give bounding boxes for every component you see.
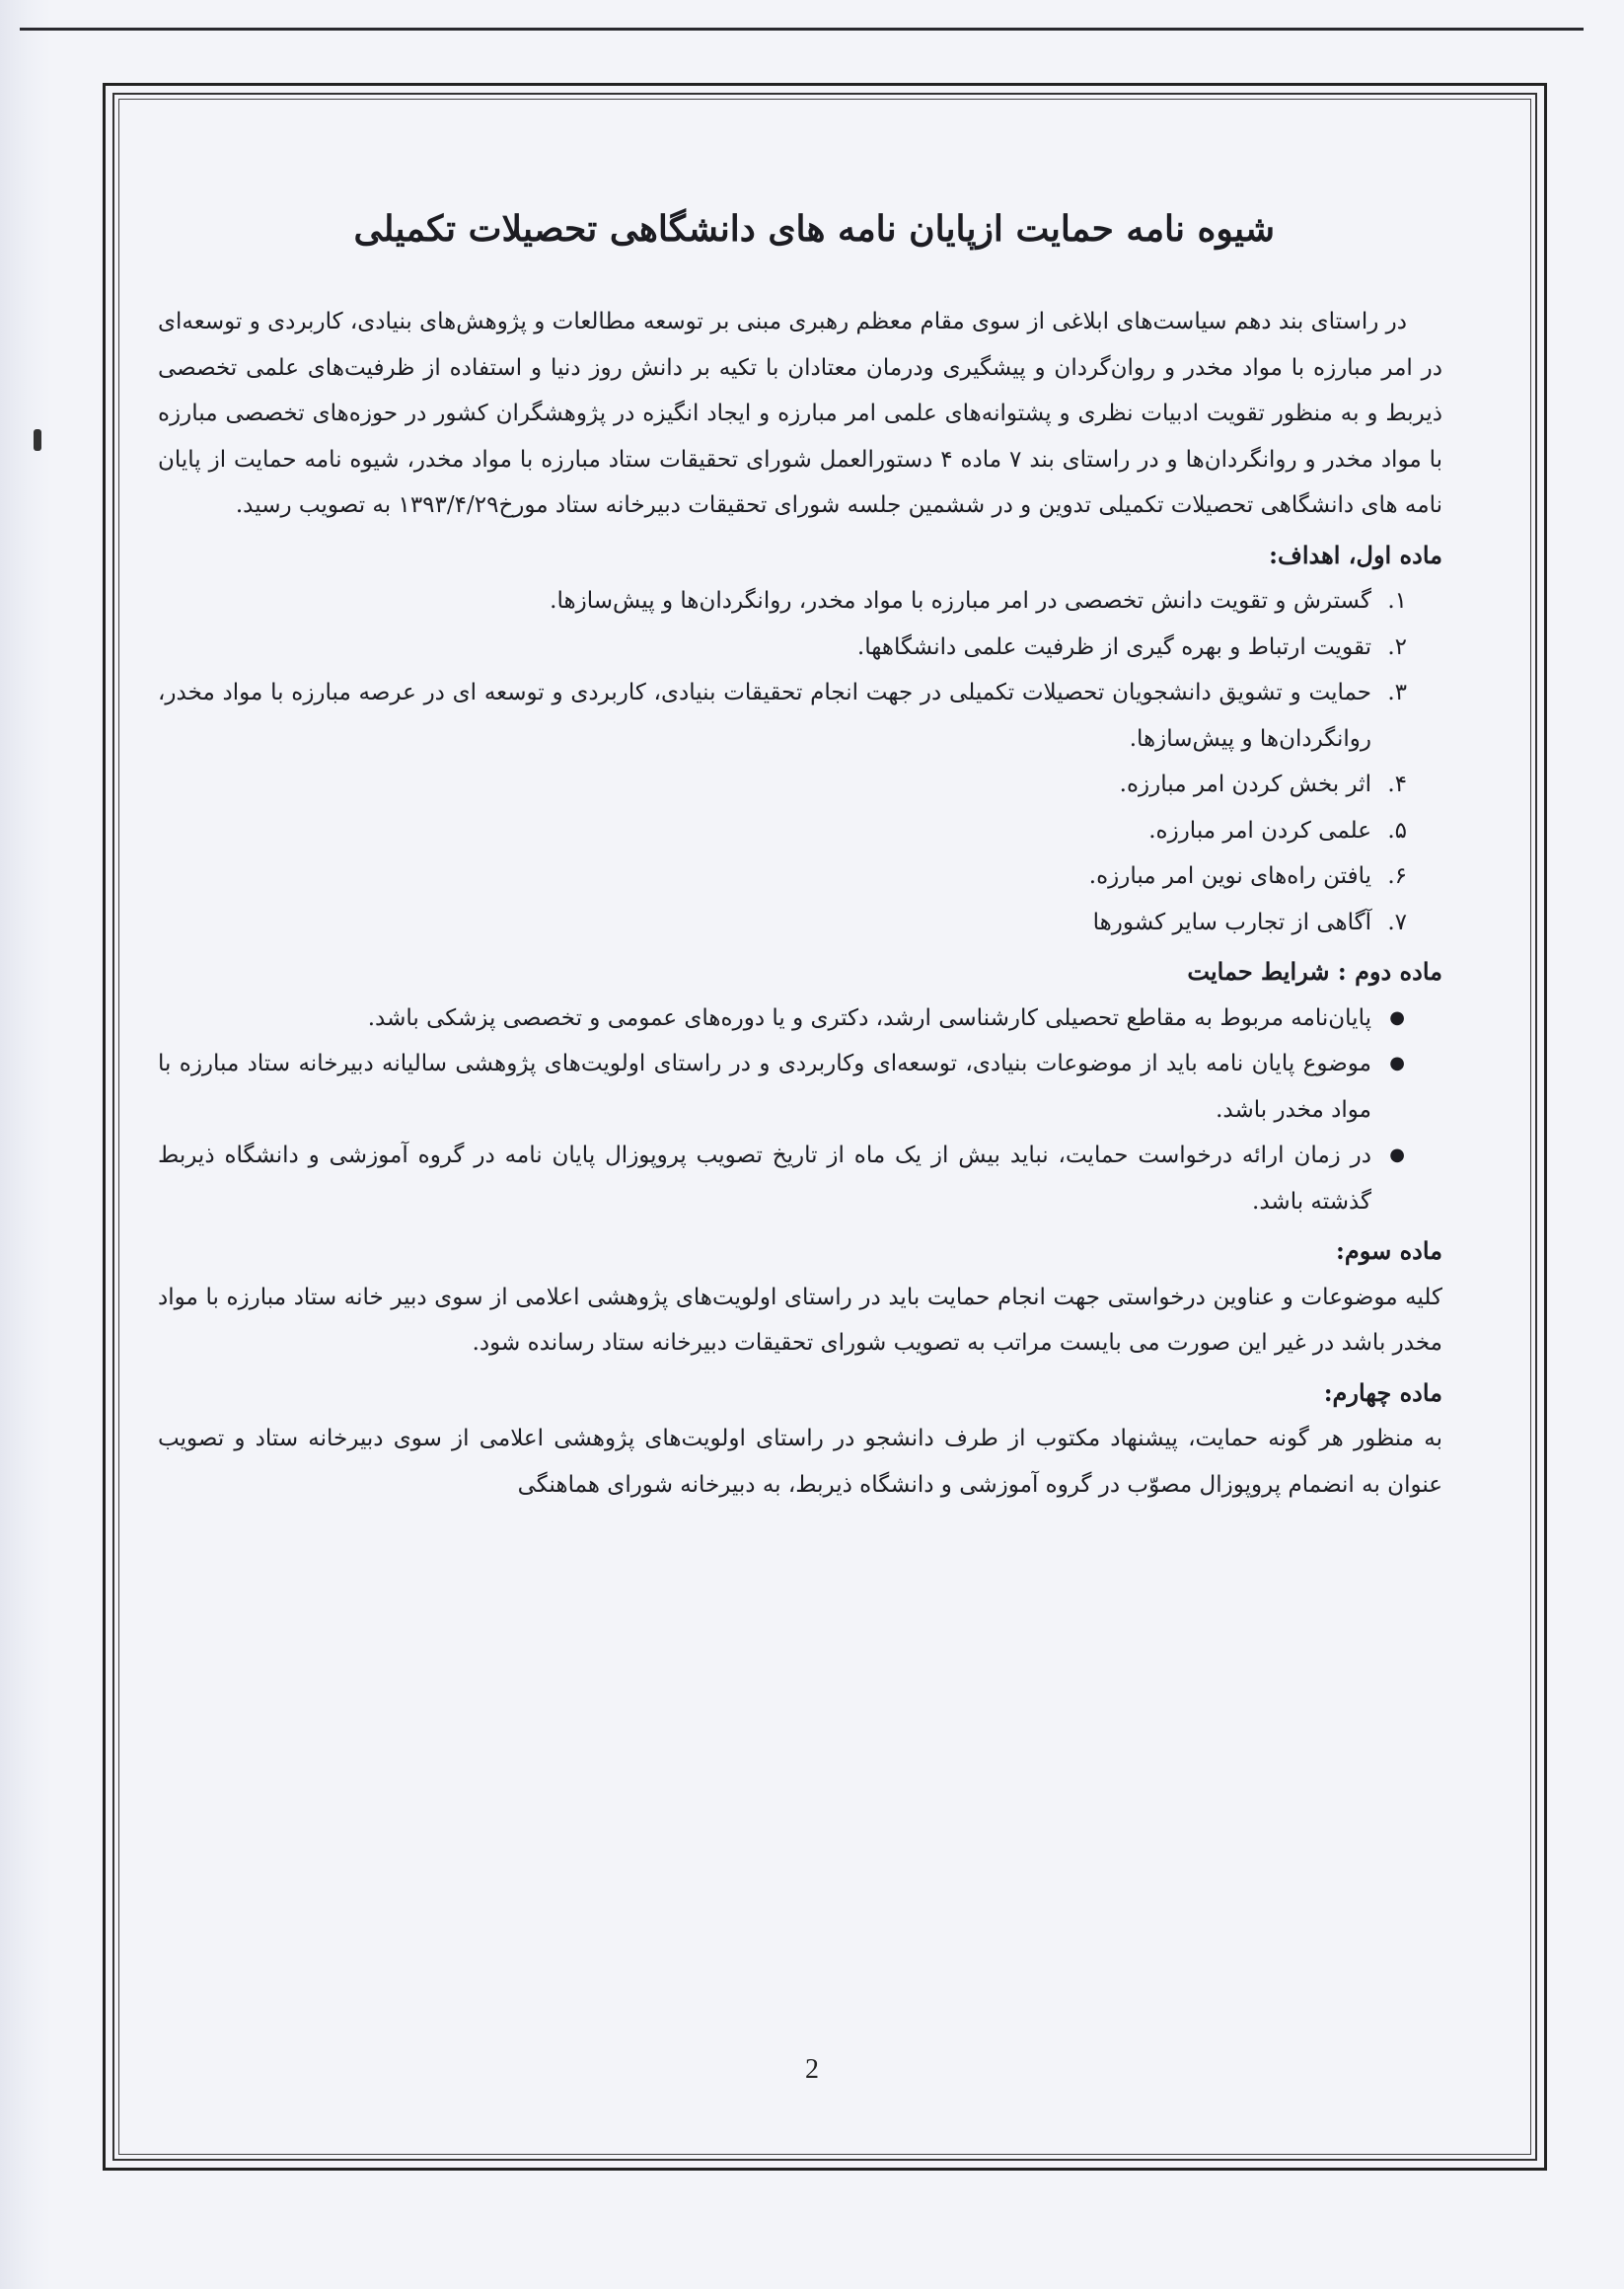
bullet-icon: ● [1389,1053,1405,1073]
conditions-list [158,996,1442,1225]
article-4-text: به منظور هر گونه حمایت، پیشنهاد مکتوب از طرف دانشجو در راستای اولویت‌های پژوهشی اعلامی از سوی دبیرخانه ستاد و تصویب عنوان به انضمام پروپوزال مصوّب در گروه آموزشی و دانشگاه ذیربط، به دبیرخانه شورای هماهنگی [158,1426,1442,1498]
article-4-heading: ماده چهارم: [1323,1377,1442,1407]
article-1-heading: ماده اول، اهداف: [1269,540,1442,569]
list-item [158,996,1405,1042]
article-3-heading: ماده سوم: [1335,1236,1442,1265]
list-number: ۶. [1387,863,1407,889]
list-number: ۳. [1387,680,1407,705]
article-2-heading: ماده دوم : شرایط حمایت [1187,957,1442,986]
binding-hole-mark [34,429,41,451]
list-item [158,762,1407,808]
list-number: ۵. [1387,817,1407,844]
list-item-text: در زمان ارائه درخواست حمایت، نباید بیش از یک ماه از تاریخ تصویب پروپوزال پایان نامه در گروه آموزشی و دانشگاه ذیربط گذشته باشد. [158,1143,1371,1215]
top-rule [20,28,1584,31]
list-item-text: آگاهی از تجارب سایر کشورها [1092,909,1371,935]
list-item-text: موضوع پایان نامه باید از موضوعات بنیادی، توسعه‌ای وکاربردی و در راستای اولویت‌های پژوهشی سالیانه دبیرخانه ستاد مبارزه با مواد مخدر باشد. [158,1051,1371,1123]
bullet-icon: ● [1389,1006,1405,1028]
list-item [158,1041,1405,1133]
list-item [158,853,1407,900]
list-number: ۱. [1387,588,1407,614]
list-item-text: یافتن راه‌های نوین امر مبارزه. [1088,863,1371,889]
document-body [158,205,1442,2070]
goals-list [158,578,1442,945]
document-title: شیوه نامه حمایت ازپایان نامه های دانشگاهی تحصیلات تکمیلی [353,208,1275,250]
list-item [158,670,1407,762]
scan-edge-shadow [0,0,51,2289]
list-number: ۷. [1387,909,1407,935]
article-3-text: کلیه موضوعات و عناوین درخواستی جهت انجام حمایت باید در راستای اولویت‌های پژوهشی اعلامی از سوی دبیر خانه ستاد مبارزه با مواد مخدر باشد در غیر این صورت می بایست مراتب به تصویب شورای تحقیقات دبیرخانه ستاد رسانده شود. [158,1284,1442,1356]
intro-paragraph: در راستای بند دهم سیاست‌های ابلاغی از سوی مقام معظم رهبری مبنی بر توسعه مطالعات و پژوهش‌های بنیادی، کاربردی و توسعه‌ای در امر مبارزه با مواد مخدر و روان‌گردان و پیشگیری ودرمان معتادان با تکیه بر دانش روز دنیا و استفاده از ظرفیت‌های علمی تخصصی ذیربط و به منظور تقویت ادبیات نظری و پشتوانه‌های علمی امر مبارزه و ایجاد انگیزه در پژوهشگران کشور در حوزه‌های تخصصی مبارزه با مواد مخدر و روانگردان‌ها و در راستای بند ۷ ماده ۴ دستورالعمل شورای تحقیقات ستاد مبارزه با مواد مخدر، شیوه نامه حمایت از پایان نامه های دانشگاهی تحصیلات تکمیلی تدوین و در ششمین جلسه شورای تحقیقات دبیرخانه ستاد مورخ۱۳۹۳/۴/۲۹ به تصویب رسید. [158,309,1442,518]
list-number: ۲. [1387,633,1407,660]
list-item-text: پایان‌نامه مربوط به مقاطع تحصیلی کارشناسی ارشد، دکتری و یا دوره‌های عمومی و تخصصی پزشکی باشد. [367,1004,1371,1031]
list-item [158,808,1407,854]
list-item [158,578,1407,625]
bullet-icon: ● [1389,1144,1405,1165]
list-number: ۴. [1387,772,1407,797]
list-item-text: اثر بخش کردن امر مبارزه. [1119,772,1371,797]
page-number: 2 [805,2054,819,2085]
list-item [158,625,1407,671]
list-item-text: تقویت ارتباط و بهره گیری از ظرفیت علمی دانشگاهها. [856,633,1371,660]
list-item-text: گسترش و تقویت دانش تخصصی در امر مبارزه با مواد مخدر، روانگردان‌ها و پیش‌سازها. [550,588,1371,614]
list-item [158,900,1407,946]
list-item-text: حمایت و تشویق دانشجویان تحصیلات تکمیلی در جهت انجام تحقیقات بنیادی، کاربردی و توسعه ای در عرصه مبارزه با مواد مخدر، روانگردان‌ها و پیش‌سازها. [158,680,1371,752]
list-item [158,1133,1405,1224]
list-item-text: علمی کردن امر مبارزه. [1148,817,1371,844]
